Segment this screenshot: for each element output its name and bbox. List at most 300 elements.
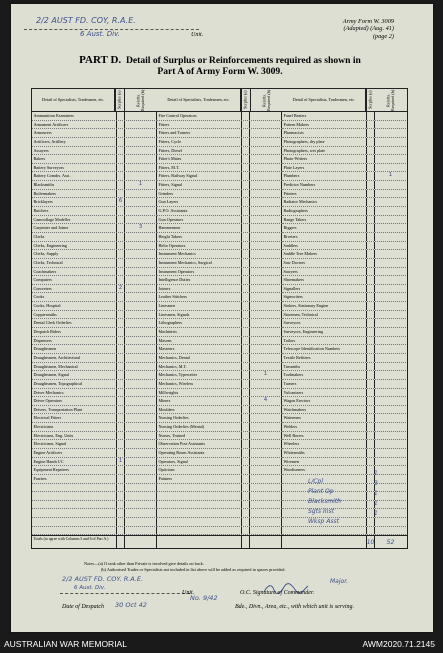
table-row: [32, 440, 157, 449]
surplus-cell: [117, 475, 125, 483]
table-row: [157, 216, 282, 225]
table-row: [282, 389, 406, 398]
specialist-name: Nursing Orderlies (Mental): [157, 423, 242, 431]
surplus-cell: [367, 250, 375, 258]
specialist-name: Camouflage Modeller: [32, 216, 117, 224]
reinforcement-cell: [250, 190, 282, 198]
specialist-name: Painters: [157, 475, 242, 483]
specialist-name: Textile Refitters: [282, 354, 367, 362]
specialist-name: Concreters: [32, 285, 117, 293]
specialist-name: Plate Layers: [282, 164, 367, 172]
reinforcement-cell: [250, 509, 282, 517]
surplus-cell: [367, 172, 375, 180]
table-row: [32, 380, 157, 389]
table-row: [32, 147, 157, 156]
specialist-name: Tinsmiths: [282, 363, 367, 371]
reinforcement-cell: [250, 285, 282, 293]
surplus-cell: 2: [117, 285, 125, 293]
surplus-cell: [242, 112, 250, 120]
surplus-cell: [242, 311, 250, 319]
table-row: [157, 224, 282, 233]
reinforcement-cell: [125, 466, 157, 474]
caption-left: AUSTRALIAN WAR MEMORIAL: [4, 639, 127, 649]
reinforcement-cell: [375, 406, 406, 414]
specialist-name: Dispensers: [32, 337, 117, 345]
part-label: PART D.: [79, 54, 122, 66]
table-row: [157, 198, 282, 207]
surplus-cell: [117, 423, 125, 431]
surplus-cell: [367, 164, 375, 172]
header-surplus: Surplus (a): [115, 89, 124, 111]
surplus-cell: [367, 311, 375, 319]
surplus-cell: [242, 501, 250, 509]
surplus-cell: [242, 198, 250, 206]
table-row: [32, 293, 157, 302]
surplus-cell: [367, 302, 375, 310]
reinforcement-cell: [125, 242, 157, 250]
surplus-cell: [242, 449, 250, 457]
specialist-name: Vulcanizers: [282, 389, 367, 397]
specialist-name: Boilermakers: [32, 190, 117, 198]
surplus-cell: [367, 155, 375, 163]
reinforcement-cell: [250, 268, 282, 276]
specialist-name: [32, 509, 117, 517]
reinforcement-cell: [375, 363, 406, 371]
surplus-cell: [242, 147, 250, 155]
specialist-name: Masons: [157, 337, 242, 345]
specialist-name: Gun Layers: [157, 198, 242, 206]
surplus-cell: [367, 423, 375, 431]
table-row: [32, 285, 157, 294]
specialist-name: Mechanics, Wireless: [157, 380, 242, 388]
header-reinforcements: Reinfts. Required (b): [124, 89, 157, 111]
surplus-cell: [242, 233, 250, 241]
surplus-cell: [242, 276, 250, 284]
reinforcement-cell: [375, 155, 406, 163]
specialist-name: [32, 527, 117, 535]
reinforcement-cell: [375, 302, 406, 310]
specialist-name: Fitters: [157, 121, 242, 129]
surplus-cell: [117, 371, 125, 379]
specialist-name: Pharmacists: [282, 129, 367, 137]
totals-label: Totals (to agree with Columns 5 and 6 of Part A.): [32, 536, 117, 548]
reinforcement-cell: [250, 466, 282, 474]
specialist-name: [32, 484, 117, 492]
specialist-name: Woodturners: [282, 466, 367, 474]
footer-handwritten-div: 6 Aust. Div.: [74, 585, 106, 591]
table-row: [282, 406, 406, 415]
surplus-cell: [242, 319, 250, 327]
specialist-name: Tailors: [282, 337, 367, 345]
form-title: [30, 55, 410, 77]
surplus-cell: [367, 293, 375, 301]
surplus-cell: [117, 337, 125, 345]
table-row: [32, 328, 157, 337]
specialist-name: Assayers: [32, 147, 117, 155]
specialist-name: [157, 509, 242, 517]
reinforcement-cell: [125, 121, 157, 129]
footer-unit-line: [60, 593, 190, 594]
totals-cell: [117, 536, 125, 548]
form-ref-line: Army Form W. 3009: [342, 18, 394, 25]
table-row: [32, 129, 157, 138]
total-surplus: 10: [366, 538, 375, 546]
surplus-cell: [367, 190, 375, 198]
addition-count: 1: [374, 510, 378, 517]
reinforcement-cell: [375, 259, 406, 267]
table-row: [282, 337, 406, 346]
table-row: [282, 440, 406, 449]
addition-name: L/Cpl: [308, 478, 324, 485]
specialist-name: Draughtsmen: [32, 345, 117, 353]
reinforcement-cell: 1: [388, 172, 393, 179]
table-row: [32, 276, 157, 285]
surplus-cell: [242, 363, 250, 371]
reinforcement-cell: [125, 509, 157, 517]
despatch-date: 30 Oct 42: [115, 601, 147, 609]
form-reference: [309, 18, 394, 40]
reinforcement-cell: [375, 112, 406, 120]
specialist-name: [32, 492, 117, 500]
table-row: [157, 112, 282, 121]
surplus-cell: [117, 509, 125, 517]
surplus-cell: [367, 449, 375, 457]
specialist-name: Coppersmiths: [32, 311, 117, 319]
table-row: [32, 181, 157, 190]
reinforcement-cell: [375, 138, 406, 146]
specialist-name: Bricklayers: [32, 198, 117, 206]
table-row: [32, 198, 157, 207]
surplus-cell: [117, 449, 125, 457]
reinforcement-cell: [125, 518, 157, 526]
reinforcement-cell: [125, 345, 157, 353]
surplus-cell: [117, 147, 125, 155]
table-row: [282, 285, 406, 294]
table-row: [32, 527, 157, 536]
table-row: [32, 216, 157, 225]
surplus-cell: [242, 389, 250, 397]
table-row: [32, 501, 157, 510]
reinforcement-cell: [375, 147, 406, 155]
specialist-name: Lithographers: [157, 319, 242, 327]
addition-name: Blacksmith: [308, 498, 342, 505]
reinforcement-cell: [375, 121, 406, 129]
specialist-name: Observation Post Assistants: [157, 440, 242, 448]
reinforcement-cell: [250, 250, 282, 258]
table-row: [32, 389, 157, 398]
surplus-cell: [117, 397, 125, 405]
reinforcement-cell: [250, 259, 282, 267]
specialist-name: Radiator Mechanics: [282, 198, 367, 206]
reinforcement-cell: [125, 397, 157, 405]
specialist-name: Joiners: [157, 285, 242, 293]
reinforcement-cell: [375, 242, 406, 250]
specialist-name: Carpenter and Joiner: [32, 224, 117, 232]
specialist-name: Armourers: [32, 129, 117, 137]
table-row: [157, 328, 282, 337]
table-row: [157, 440, 282, 449]
totals-cell: [367, 536, 375, 548]
specialist-name: Draughtsmen, Mechanical: [32, 363, 117, 371]
specialist-name: Despatch Riders: [32, 328, 117, 336]
reinforcement-cell: [375, 181, 406, 189]
reinforcement-cell: [125, 293, 157, 301]
table-row: [282, 112, 406, 121]
table-row: [157, 138, 282, 147]
reinforcement-cell: 3: [125, 224, 157, 232]
surplus-cell: [242, 466, 250, 474]
surplus-cell: [367, 276, 375, 284]
table-row: [282, 164, 406, 173]
reinforcement-cell: [250, 172, 282, 180]
handwritten-unit: 2/2 AUST FD. COY, R.A.E.: [36, 16, 136, 25]
specialist-name: Grinders: [157, 190, 242, 198]
table-row: [32, 268, 157, 277]
surplus-cell: [242, 414, 250, 422]
specialist-name: Mechanics, Dental: [157, 354, 242, 362]
reinforcement-cell: [125, 432, 157, 440]
surplus-cell: [117, 181, 125, 189]
surplus-cell: [117, 293, 125, 301]
surplus-cell: [242, 302, 250, 310]
table-row: [157, 337, 282, 346]
reinforcement-cell: [250, 432, 282, 440]
reinforcement-cell: [375, 423, 406, 431]
reinforcement-cell: [250, 501, 282, 509]
totals-row: [32, 535, 407, 548]
surplus-cell: [242, 337, 250, 345]
specialist-name: [157, 484, 242, 492]
specialist-name: Range Takers: [282, 216, 367, 224]
table-row: [157, 458, 282, 467]
reinforcement-cell: [125, 484, 157, 492]
table-row: [282, 371, 406, 380]
surplus-cell: [117, 112, 125, 120]
surplus-cell: [117, 276, 125, 284]
surplus-cell: [242, 293, 250, 301]
specialist-name: Coachmakers: [32, 268, 117, 276]
surplus-cell: [117, 259, 125, 267]
surplus-cell: [367, 389, 375, 397]
specialist-name: Photographers, dry plate: [282, 138, 367, 146]
table-row: [157, 363, 282, 372]
surplus-cell: [367, 345, 375, 353]
specialist-name: Clerks, Technical: [32, 259, 117, 267]
surplus-cell: [242, 129, 250, 137]
table-row: [157, 475, 282, 484]
table-row: [157, 233, 282, 242]
specialist-name: [157, 501, 242, 509]
table-row: [282, 293, 406, 302]
surplus-cell: [367, 121, 375, 129]
surplus-cell: [367, 224, 375, 232]
surplus-cell: [117, 363, 125, 371]
reinforcement-cell: [375, 354, 406, 362]
specialist-name: [157, 492, 242, 500]
surplus-cell: [367, 328, 375, 336]
reinforcement-cell: [125, 406, 157, 414]
table-header: [32, 89, 407, 112]
specialist-name: Linesmen: [157, 302, 242, 310]
surplus-cell: [242, 406, 250, 414]
reinforcement-cell: [250, 518, 282, 526]
reinforcement-cell: [250, 293, 282, 301]
table-column: [32, 112, 157, 535]
surplus-cell: [242, 518, 250, 526]
header-specialists: Detail of Specialists, Tradesmen, etc.: [157, 89, 240, 111]
specialist-name: Blacksmiths: [32, 181, 117, 189]
surplus-cell: [242, 328, 250, 336]
table-row: [282, 207, 406, 216]
specialist-name: Electricians, Eng. Units: [32, 432, 117, 440]
specialist-name: Draughtsmen, Topographical: [32, 380, 117, 388]
reinforcement-cell: [125, 414, 157, 422]
reinforcement-cell: [250, 276, 282, 284]
header-specialists: Detail of Specialists, Tradesmen, etc.: [32, 89, 115, 111]
table-row: [282, 328, 406, 337]
specialist-name: Draughtsmen, Architectural: [32, 354, 117, 362]
specialist-name: Draughtsmen, Signal: [32, 371, 117, 379]
specialist-name: Printers: [282, 190, 367, 198]
reinforcement-cell: [375, 371, 406, 379]
table-row: [32, 302, 157, 311]
reinforcement-cell: [375, 190, 406, 198]
totals-cell: [125, 536, 157, 548]
table-row: [32, 207, 157, 216]
table-row: [32, 250, 157, 259]
surplus-cell: [242, 345, 250, 353]
table-row: [32, 397, 157, 406]
surplus-cell: [117, 432, 125, 440]
specialist-name: Leather Stitchers: [157, 293, 242, 301]
surplus-cell: [367, 406, 375, 414]
addition-count: 1: [374, 500, 378, 507]
table-row: [32, 484, 157, 493]
specialist-name: Well Borers: [282, 432, 367, 440]
table-row: [282, 345, 406, 354]
specialist-name: Height Takers: [157, 233, 242, 241]
note-b: (b) Authorised Trades or Specialists not included in list above will be added as required in spaces provided.: [101, 567, 286, 572]
specialist-name: Clerks, Engineering: [32, 242, 117, 250]
reinforcement-cell: [125, 259, 157, 267]
specialist-name: Dental Clerk Orderlies: [32, 319, 117, 327]
surplus-cell: [117, 406, 125, 414]
surplus-cell: [367, 112, 375, 120]
specialist-name: Watermen: [282, 414, 367, 422]
specialist-name: Telescope Identification Numbers: [282, 345, 367, 353]
surplus-cell: 1: [117, 458, 125, 466]
surplus-cell: [117, 172, 125, 180]
reinforcement-cell: [125, 207, 157, 215]
reinforcement-cell: [125, 363, 157, 371]
reinforcement-cell: [125, 371, 157, 379]
addition-count: 3: [374, 480, 378, 487]
specialist-name: Saw Doctors: [282, 259, 367, 267]
table-row: [282, 354, 406, 363]
reinforcement-cell: [375, 224, 406, 232]
handwritten-ref: No. 9/42: [190, 594, 218, 602]
table-row: [32, 509, 157, 518]
table-row: [32, 172, 157, 181]
specialist-name: Turners: [282, 380, 367, 388]
table-row: [282, 527, 406, 536]
table-row: [32, 337, 157, 346]
surplus-cell: [242, 172, 250, 180]
bde-label: Bde., Divn., Area, etc., with which unit is serving.: [235, 604, 354, 610]
table-row: [157, 484, 282, 493]
specialist-name: Nurses, Trained: [157, 432, 242, 440]
table-row: [157, 147, 282, 156]
reinforcement-cell: [250, 233, 282, 241]
table-row: [282, 449, 406, 458]
table-row: [32, 432, 157, 441]
table-row: [282, 319, 406, 328]
surplus-cell: [117, 345, 125, 353]
table-row: [157, 302, 282, 311]
surplus-cell: [117, 492, 125, 500]
surplus-cell: [242, 164, 250, 172]
surplus-cell: [367, 233, 375, 241]
reinforcement-cell: [250, 345, 282, 353]
reinforcement-cell: [125, 337, 157, 345]
addition-count: 1: [374, 490, 378, 497]
specialist-name: Clerks: [32, 233, 117, 241]
table-row: [32, 242, 157, 251]
specialist-name: Photo-Writers: [282, 155, 367, 163]
rank-major: Major.: [330, 578, 349, 585]
handwritten-addition: [308, 510, 383, 528]
reinforcement-cell: [250, 198, 282, 206]
specialist-name: Saddle Tree Makers: [282, 250, 367, 258]
reinforcement-cell: [125, 475, 157, 483]
table-row: [157, 172, 282, 181]
surplus-cell: [367, 414, 375, 422]
surplus-cell: [242, 224, 250, 232]
table-row: [282, 302, 406, 311]
reinforcement-cell: [375, 293, 406, 301]
table-row: [282, 172, 406, 181]
surplus-cell: [242, 397, 250, 405]
surplus-cell: [242, 484, 250, 492]
table-row: [157, 406, 282, 415]
surplus-cell: [117, 414, 125, 422]
surplus-cell: [242, 371, 250, 379]
specialist-name: Equipment Repairers: [32, 466, 117, 474]
specialist-name: Operators, Signal: [157, 458, 242, 466]
reinforcement-cell: [375, 207, 406, 215]
specialist-name: Sawyers: [282, 268, 367, 276]
surplus-cell: [117, 319, 125, 327]
table-row: [157, 414, 282, 423]
specialist-name: Plumbers: [282, 172, 367, 180]
table-row: [157, 397, 282, 406]
reinforcement-cell: [125, 389, 157, 397]
table-row: [282, 216, 406, 225]
specialist-name: Butchers: [32, 207, 117, 215]
reinforcement-cell: [125, 164, 157, 172]
reinforcement-cell: [250, 224, 282, 232]
table-row: [32, 414, 157, 423]
table-row: [282, 181, 406, 190]
surplus-cell: [367, 363, 375, 371]
table-row: [32, 475, 157, 484]
note-a: Notes—(a) If rank other than Private is involved give details on back.: [84, 561, 204, 566]
surplus-cell: [367, 371, 375, 379]
table-row: [157, 259, 282, 268]
specialist-name: Fitters, Diesel: [157, 147, 242, 155]
notes: [84, 561, 286, 573]
reinforcement-cell: 1: [125, 181, 157, 189]
